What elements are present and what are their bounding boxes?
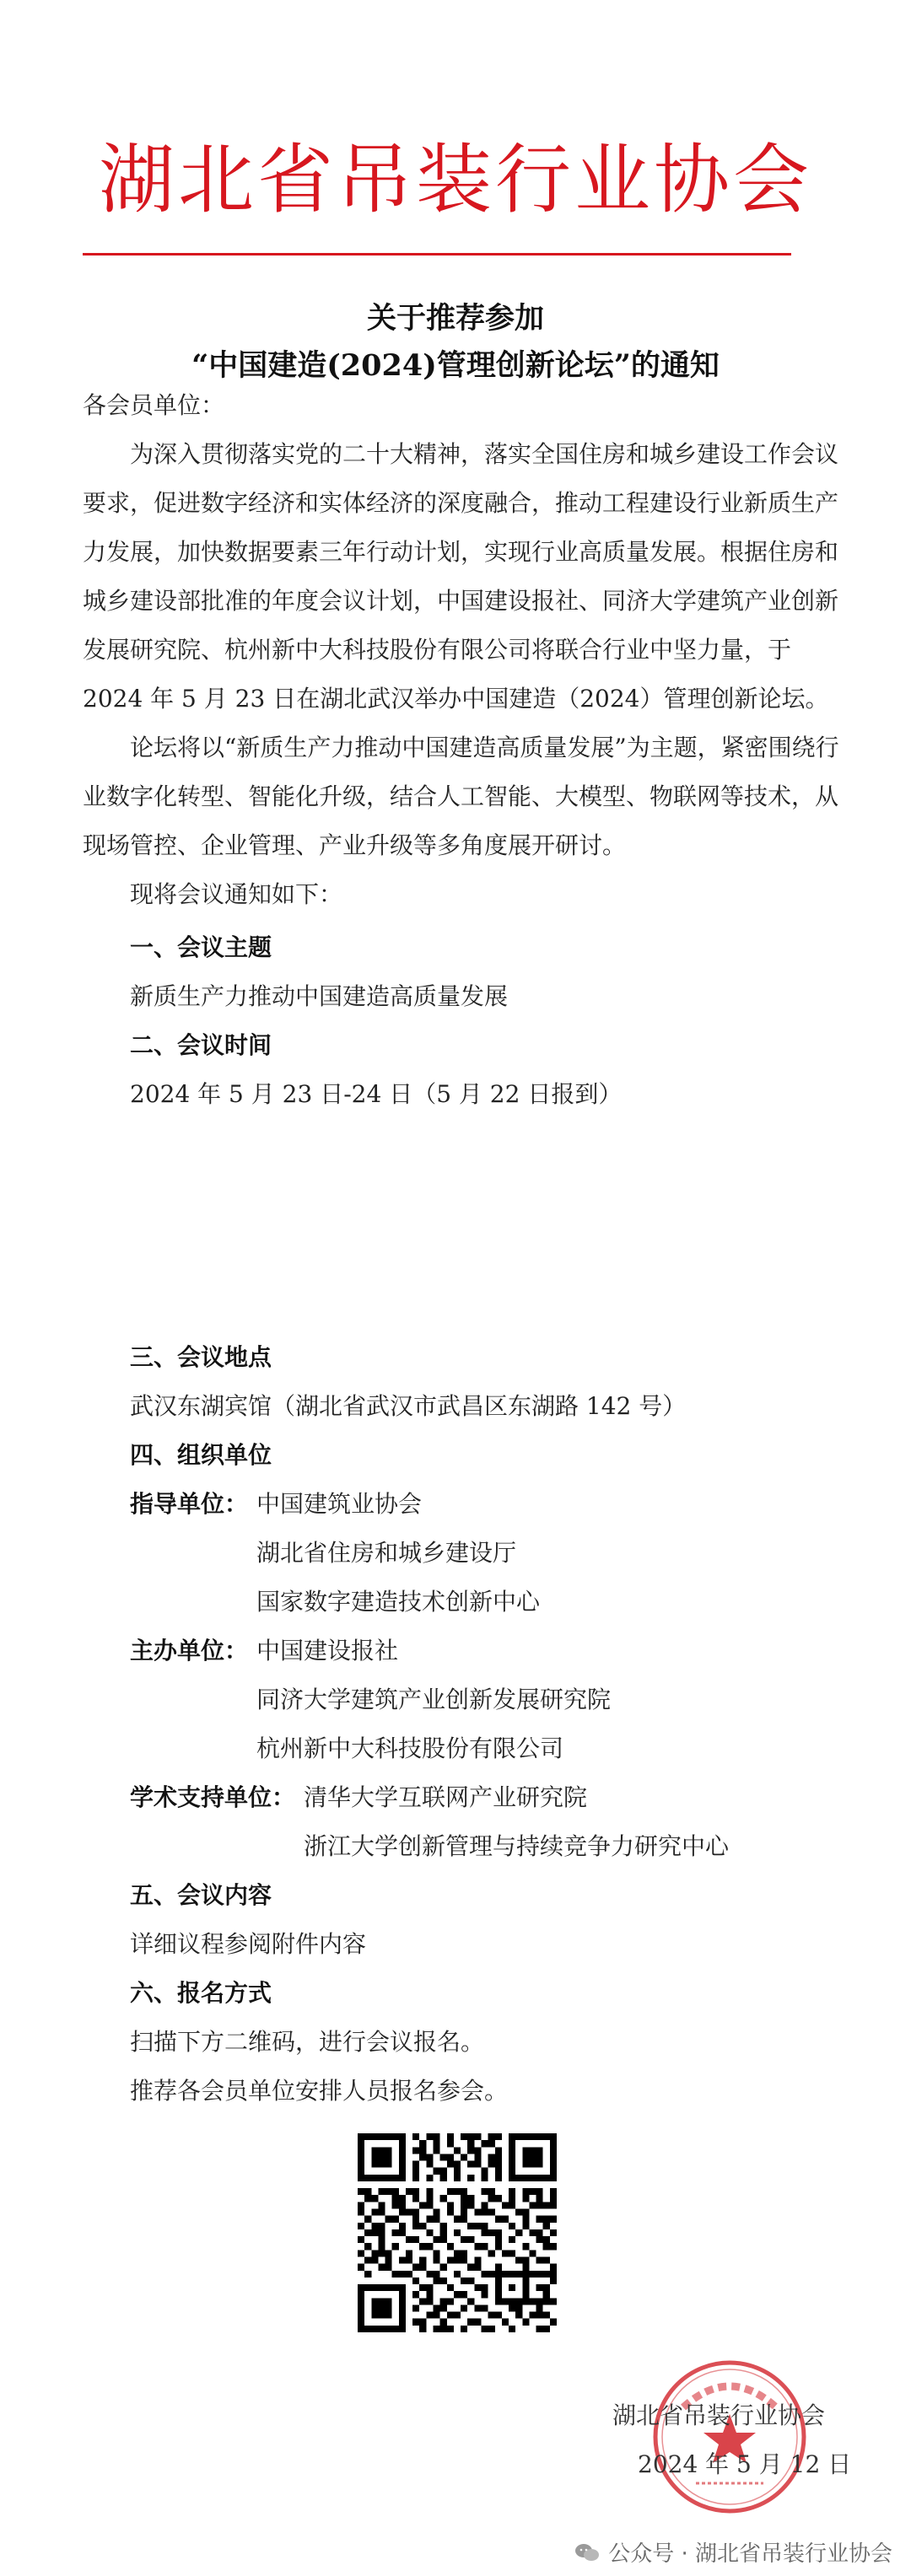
guide-unit: 中国建筑业协会 <box>256 1490 423 1518</box>
section3-heading: 三、会议地点 <box>130 1343 272 1371</box>
academic-unit: 浙江大学创新管理与持续竞争力研究中心 <box>304 1832 730 1860</box>
section2-heading: 二、会议时间 <box>130 1031 272 1059</box>
section4-heading: 四、组织单位 <box>130 1441 272 1469</box>
wechat-icon <box>574 2542 600 2563</box>
notice-title-line2: “中国建造(2024)管理创新论坛”的通知 <box>191 348 720 383</box>
section3-body: 武汉东湖宾馆（湖北省武汉市武昌区东湖路 142 号） <box>130 1392 687 1420</box>
host-units-label: 主办单位： <box>130 1637 249 1664</box>
section5-body: 详细议程参阅附件内容 <box>130 1930 367 1958</box>
signature-org: 湖北省吊装行业协会 <box>612 2401 826 2429</box>
paragraph-3: 现将会议通知如下： <box>130 880 343 908</box>
academic-units-label: 学术支持单位： <box>130 1783 296 1811</box>
header-divider <box>83 253 791 255</box>
section6-body-1: 扫描下方二维码，进行会议报名。 <box>130 2028 485 2056</box>
host-unit: 中国建设报社 <box>256 1637 399 1664</box>
guide-unit: 国家数字建造技术创新中心 <box>256 1588 541 1616</box>
notice-title-line1: 关于推荐参加 <box>366 301 544 336</box>
section2-body: 2024 年 5 月 23 日-24 日（5 月 22 日报到） <box>130 1080 623 1108</box>
registration-qr-code[interactable] <box>358 2133 557 2332</box>
guide-unit: 湖北省住房和城乡建设厅 <box>256 1539 517 1567</box>
guide-units-label: 指导单位： <box>130 1490 249 1518</box>
host-unit: 杭州新中大科技股份有限公司 <box>256 1734 564 1762</box>
footer-source-text: 公众号 · 湖北省吊装行业协会 <box>608 2541 892 2567</box>
section6-body-2: 推荐各会员单位安排人员报名参会。 <box>130 2077 509 2105</box>
section1-heading: 一、会议主题 <box>130 933 272 961</box>
salutation: 各会员单位： <box>83 391 225 419</box>
org-header-title: 湖北省吊装行业协会 <box>99 136 812 224</box>
section5-heading: 五、会议内容 <box>130 1881 272 1909</box>
host-unit: 同济大学建筑产业创新发展研究院 <box>256 1686 612 1713</box>
paragraph-1: 为深入贯彻落实党的二十大精神，落实全国住房和城乡建设工作会议要求，促进数字经济和实体经济的深度融合，推动工程建设行业新质生产力发展，加快数据要素三年行动计划，实现行业高质量发展。根据住房和城乡建设部批准的年度会议计划，中国建设报社、同济大学建筑产业创新发展研究院、杭州新中大科技股份有限公司将联合行业中坚力量，于 2024 年 5 月 23 日在湖北武汉举办中国建造（2024）管理创新论坛。 <box>83 440 839 713</box>
official-seal-stamp <box>650 2357 810 2517</box>
academic-unit: 清华大学互联网产业研究院 <box>304 1783 588 1811</box>
paragraph-2: 论坛将以“新质生产力推动中国建造高质量发展”为主题，紧密围绕行业数字化转型、智能化升级，结合人工智能、大模型、物联网等技术，从现场管控、企业管理、产业升级等多角度展开研讨。 <box>83 734 839 859</box>
section1-body: 新质生产力推动中国建造高质量发展 <box>130 982 509 1010</box>
section6-heading: 六、报名方式 <box>130 1979 272 2007</box>
footer-source <box>574 2536 892 2568</box>
qr-code-icon <box>358 2133 557 2332</box>
signature-date: 2024 年 5 月 12 日 <box>638 2450 852 2478</box>
